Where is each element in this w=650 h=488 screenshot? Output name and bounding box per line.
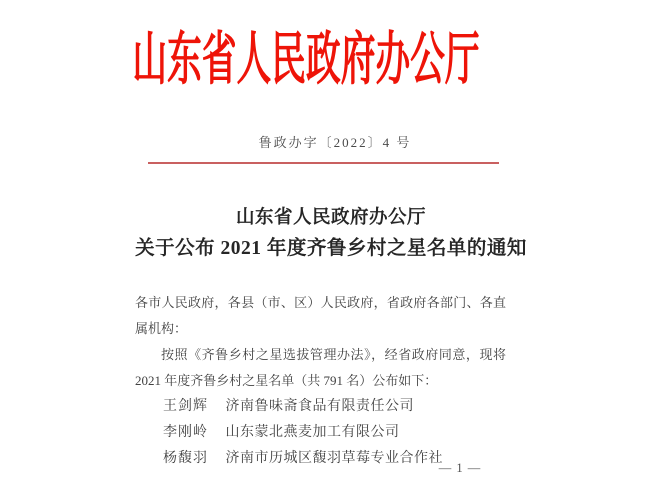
intro-paragraph: 按照《齐鲁乡村之星选拔管理办法》，经省政府同意，现将 2021 年度齐鲁乡村之星名单（共 791 名）公布如下：	[135, 347, 506, 388]
document-title	[10, 204, 650, 264]
document-title-line2: 关于公布 2021 年度齐鲁乡村之星名单的通知	[135, 238, 527, 259]
awardee-org: 济南市历城区馥羽草莓专业合作社	[225, 451, 443, 466]
awardee-org: 济南鲁味斋食品有限责任公司	[225, 399, 414, 414]
letterhead-divider	[148, 162, 499, 164]
letterhead-title: 山东省人民政府办公厅	[132, 28, 480, 92]
awardee-name: 王剑辉	[163, 399, 208, 414]
list-item	[135, 420, 506, 446]
awardee-name: 杨馥羽	[163, 451, 208, 466]
document-title-line1: 山东省人民政府办公厅	[235, 208, 426, 228]
list-item	[135, 394, 506, 420]
awardee-org: 山东蒙北燕麦加工有限公司	[225, 425, 400, 440]
document-body	[135, 290, 506, 472]
page-number: — 1 —	[438, 461, 482, 475]
letterhead	[0, 30, 612, 90]
document-number: 鲁政办字〔2022〕4 号	[258, 135, 412, 150]
awardee-name: 李刚岭	[163, 425, 208, 440]
salutation: 各市人民政府，各县（市、区）人民政府，省政府各部门、各直属机构：	[135, 295, 506, 336]
